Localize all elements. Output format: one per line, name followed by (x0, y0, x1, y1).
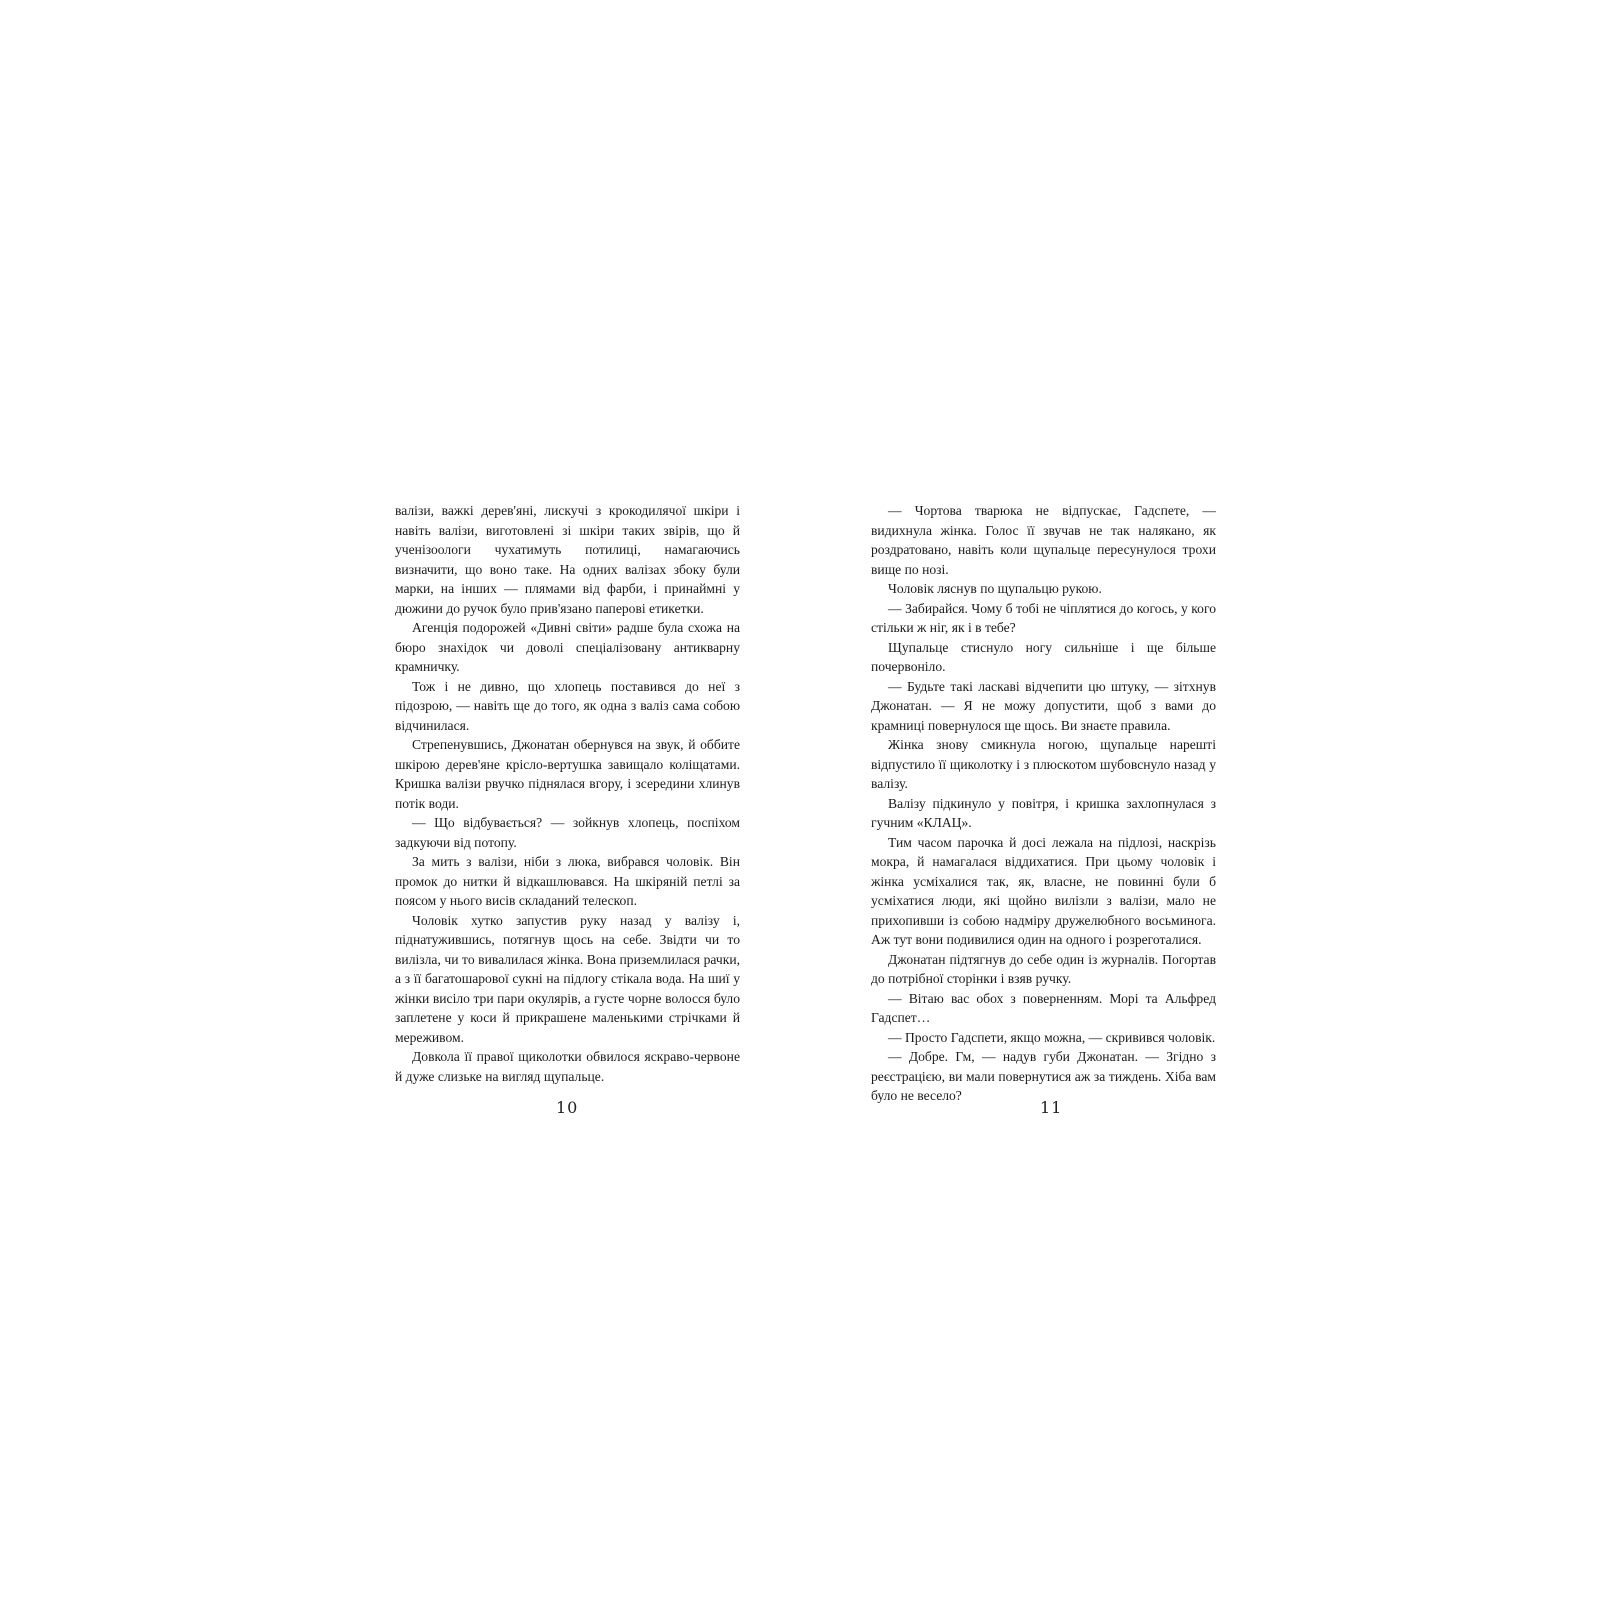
right-page-text (871, 501, 1216, 1106)
page-number-left: 10 (556, 1098, 579, 1117)
paragraph: Жінка знову смикнула ногою, щупальце нарешті відпустило її щиколотку і з плюскотом шубовснуло назад у валізу. (871, 737, 1216, 791)
paragraph: Джонатан підтягнув до себе один із журналів. Погортав до потрібної сторінки і взяв ручку. (871, 951, 1216, 986)
left-page-text (395, 501, 740, 1086)
paragraph: — Забирайся. Чому б тобі не чіплятися до когось, у кого стільки ж ніг, як і в тебе? (871, 600, 1216, 635)
paragraph: За мить з валізи, ніби з люка, вибрався чоловік. Він промок до нитки й відкашлювався. На шкіряній петлі за поясом у нього висів складаний телескоп. (395, 854, 740, 908)
paragraph: Стрепенувшись, Джонатан обернувся на звук, й оббите шкірою дерев'яне крісло-вертушка завищало коліщатами. Кришка валізи рвучко піднялася вгору, і зсередини хлинув потік води. (395, 737, 740, 811)
paragraph: — Добре. Гм, — надув губи Джонатан. — Згідно з реєстрацією, ви мали повернутися аж за тиждень. Хіба вам було не весело? (871, 1049, 1216, 1103)
paragraph: — Вітаю вас обох з поверненням. Морі та Альфред Гадспет… (871, 990, 1216, 1025)
paragraph: Тим часом парочка й досі лежала на підлозі, наскрізь мокра, й намагалася віддихатися. При цьому чоловік і жінка усміхалися так, як, власне, не повинні були б усміхатися люди, які щойно вилізли з валізи, мало не прихопивши із собою надміру дружелюбного восьминога. Аж тут вони подивилися один на одного і розреготалися. (871, 834, 1216, 947)
paragraph: Чоловік ляснув по щупальцю рукою. (888, 581, 1102, 596)
paragraph: — Будьте такі ласкаві відчепити цю штуку, — зітхнув Джонатан. — Я не можу допустити, щоб з вами до крамниці повернулося ще щось. Ви знаєте правила. (871, 678, 1216, 733)
paragraph: — Що відбувається? — зойкнув хлопець, поспіхом задкуючи від потопу. (395, 815, 740, 850)
paragraph: — Просто Гадспети, якщо можна, — скривився чоловік. (888, 1029, 1216, 1045)
page-number-right: 11 (1040, 1098, 1063, 1117)
paragraph: Щупальце стиснуло ногу сильніше і ще більше почервоніло. (871, 639, 1216, 674)
paragraph: Агенція подорожей «Дивні світи» радше була схожа на бюро знахідок чи доволі спеціалізовану антикварну крамничку. (395, 620, 740, 674)
paragraph: Чоловік хутко запустив руку назад у валізу і, піднатужившись, потягнув щось на себе. Звідти чи то вилізла, чи то вивалилася жінка. Вона приземлилася рачки, а з її багатошарової сукні на підлогу стікала вода. На шиї у жінки висіло три пари окулярів, а густе чорне волосся було заплетене у коси й прикрашене маленькими стрічками й мереживом. (395, 912, 740, 1045)
paragraph: — Чортова тварюка не відпускає, Гадспете, — видихнула жінка. Голос її звучав не так налякано, як роздратовано, навіть коли щупальце пересунулося трохи вище по нозі. (871, 503, 1216, 577)
paragraph: валізи, важкі дерев'яні, лискучі з крокодилячої шкіри і навіть валізи, виготовлені зі шкіри таких звірів, що й ученізоологи чухатимуть потилиці, намагаючись визначити, що воно таке. На одних валізах збоку були марки, на інших — плямами від фарби, і принаймні у дюжини до ручок було прив'язано паперові етикетки. (395, 503, 740, 616)
paragraph: Валізу підкинуло у повітря, і кришка захлопнулася з гучним «КЛАЦ». (871, 795, 1216, 830)
paragraph: Довкола її правої щиколотки обвилося яскраво-червоне й дуже слизьке на вигляд щупальце. (395, 1049, 740, 1084)
paragraph: Тож і не дивно, що хлопець поставився до неї з підозрою, — навіть ще до того, як одна з валіз сама собою відчинилася. (395, 678, 740, 733)
